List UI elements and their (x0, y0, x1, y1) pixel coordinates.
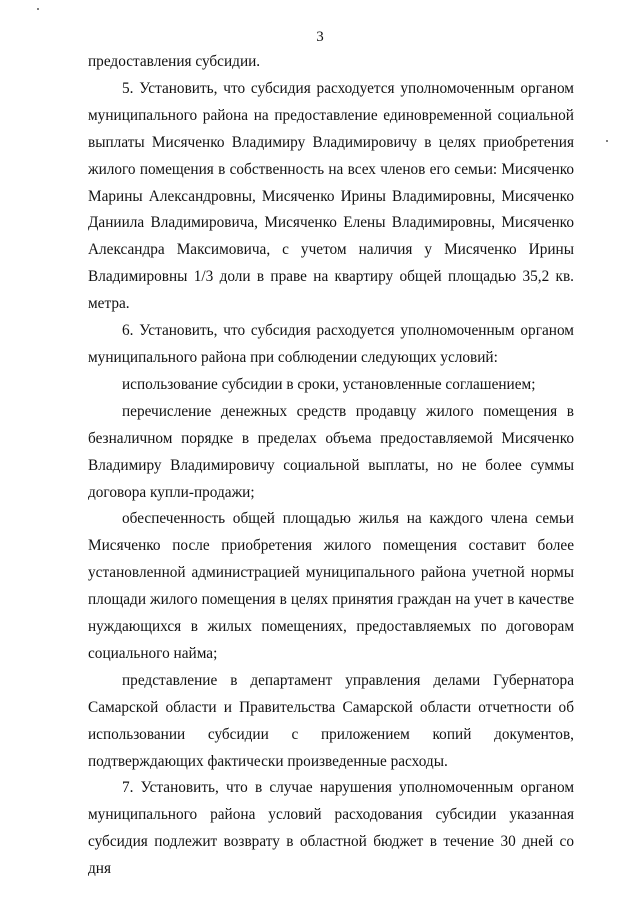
scan-speck (606, 140, 608, 142)
document-body (88, 49, 574, 883)
paragraph-item-6: 6. Установить, что субсидия расходуется уполномоченным органом муниципального района при соблюдении следующих условий: (88, 322, 574, 366)
paragraph-continuation: предоставления субсидии. (88, 53, 261, 70)
condition-housing-area: обеспеченность общей площадью жилья на каждого члена семьи Мисяченко после приобретения жилого помещения составит более установленной администрацией муниципального района учетной нормы площади жилого помещения в целях принятия граждан на учет в качестве нуждающихся в жилых помещениях, предоставляемых по договорам социального найма; (88, 510, 574, 662)
paragraph-item-7: 7. Установить, что в случае нарушения уполномоченным органом муниципального района условий расходования субсидии указанная субсидия подлежит возврату в областной бюджет в течение 30 дней со дня (88, 779, 574, 878)
condition-deadline: использование субсидии в сроки, установленные соглашением; (122, 375, 536, 393)
condition-payment: перечисление денежных средств продавцу жилого помещения в безналичном порядке в пределах объема предоставляемой Мисяченко Владимиру Владимировичу социальной выплаты, но не более суммы договора купли-продажи; (88, 402, 574, 501)
condition-reporting: представление в департамент управления делами Губернатора Самарской области и Правительства Самарской области отчетности об использовании субсидии с приложением копий документов, подтверждающих фактически произведенные расходы. (88, 671, 574, 770)
scan-speck (37, 8, 39, 10)
paragraph-item-5: 5. Установить, что субсидия расходуется уполномоченным органом муниципального района на предоставление единовременной социальной выплаты Мисяченко Владимиру Владимировичу в целях приобретения жилого помещения в собственность на всех членов его семьи: Мисяченко Марины Александровны, Мисяченко Ирины Владимировны, Мисяченко Даниила Владимировича, Мисяченко Елены Владимировны, Мисяченко Александра Максимовича, с учетом наличия у Мисяченко Ирины Владимировны 1/3 доли в праве на квартиру общей площадью 35,2 кв. метра. (88, 79, 574, 313)
page-number: 3 (316, 29, 324, 45)
